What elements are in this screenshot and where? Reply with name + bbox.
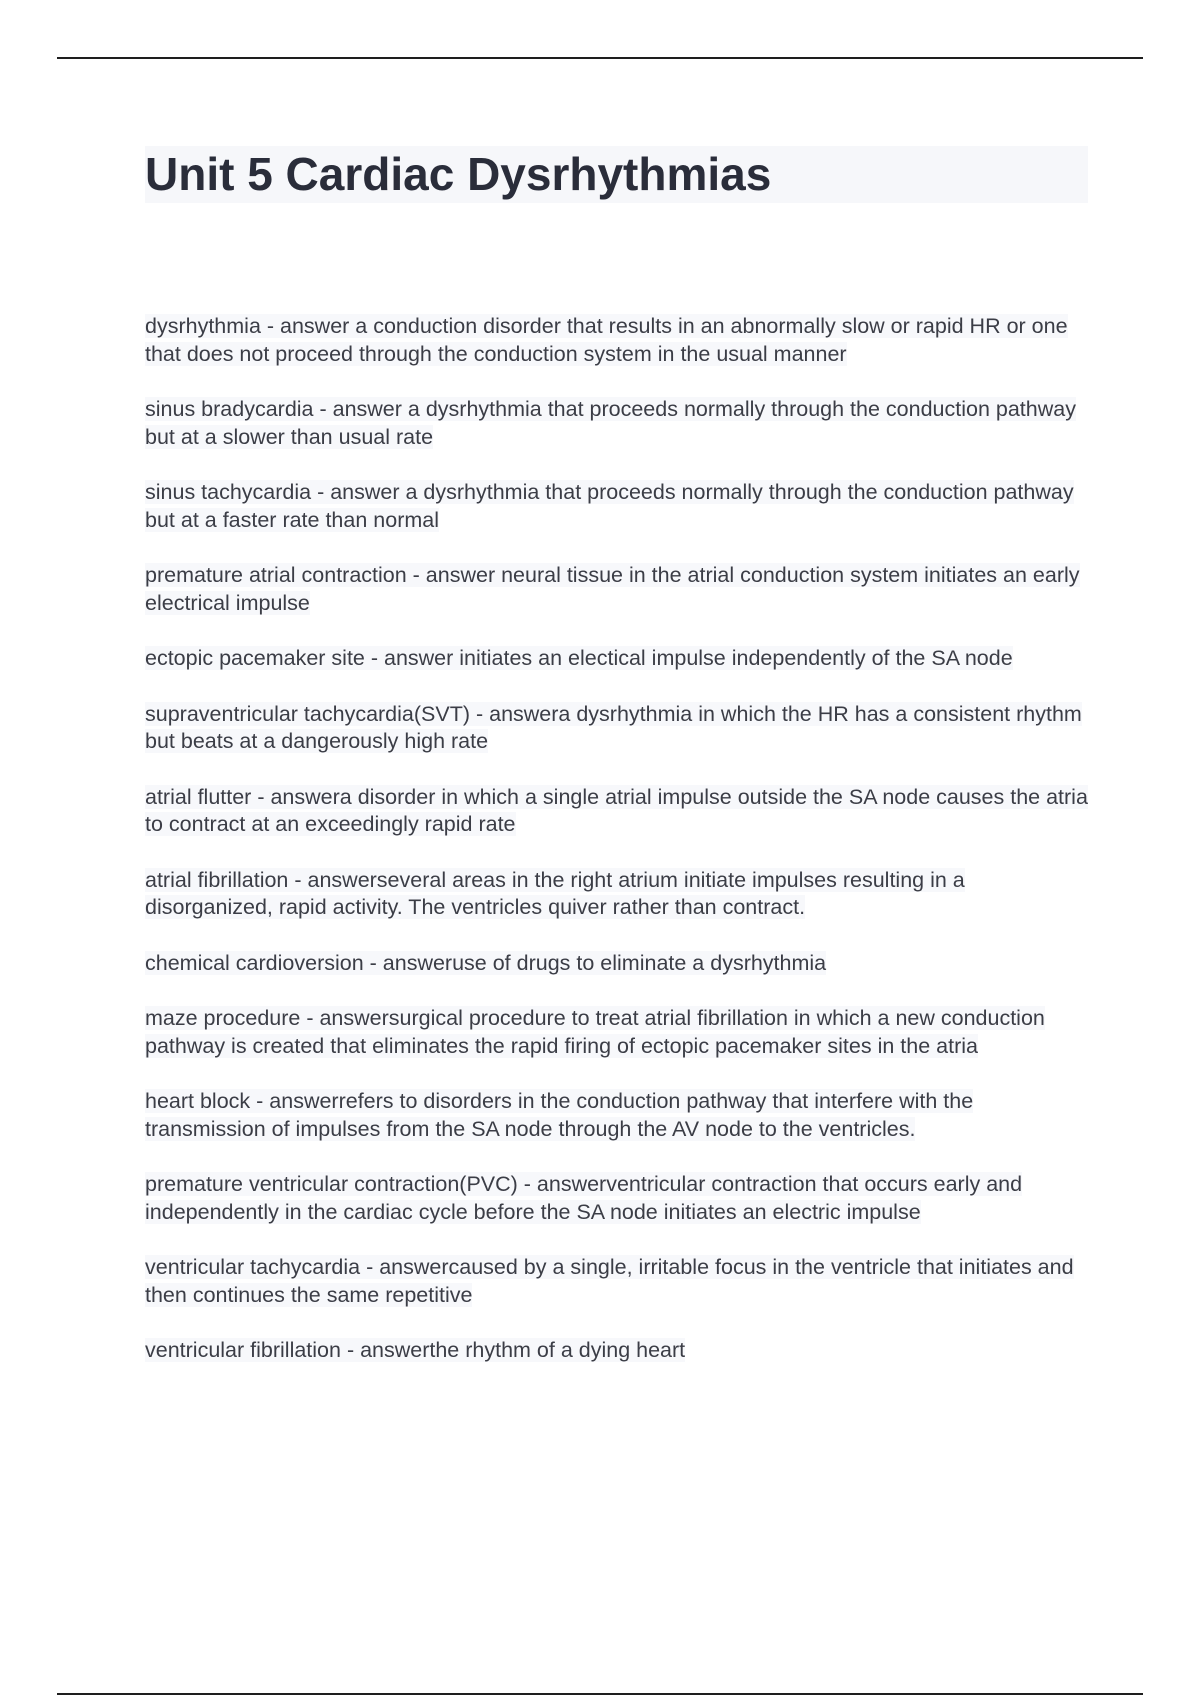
entry-text: sinus tachycardia - answer a dysrhythmia that proceeds normally through the conduction pathway but at a faster rate than normal (145, 480, 1074, 532)
top-rule (57, 57, 1143, 59)
flashcard-entry (145, 867, 1095, 922)
flashcard-entry (145, 1005, 1095, 1060)
entry-text: premature atrial contraction - answer neural tissue in the atrial conduction system initiates an early electrical impulse (145, 563, 1080, 615)
flashcard-entry (145, 562, 1095, 617)
entry-text: ventricular fibrillation - answerthe rhythm of a dying heart (145, 1338, 686, 1362)
entry-text: ventricular tachycardia - answercaused by a single, irritable focus in the ventricle that initiates and then continues the same repetitive (145, 1255, 1074, 1307)
flashcard-list (145, 313, 1095, 1393)
entry-text: maze procedure - answersurgical procedure to treat atrial fibrillation in which a new conduction pathway is created that eliminates the rapid firing of ectopic pacemaker sites in the atria (145, 1006, 1045, 1058)
flashcard-entry (145, 645, 1095, 673)
flashcard-entry (145, 950, 1095, 978)
entry-text: sinus bradycardia - answer a dysrhythmia that proceeds normally through the conduction pathway but at a slower than usual rate (145, 397, 1076, 449)
entry-text: atrial flutter - answera disorder in which a single atrial impulse outside the SA node causes the atria to contract at an exceedingly rapid rate (145, 784, 1088, 836)
entry-text: ectopic pacemaker site - answer initiates an electical impulse independently of the SA node (145, 646, 1013, 670)
flashcard-entry (145, 479, 1095, 534)
entry-text: chemical cardioversion - answeruse of drugs to eliminate a dysrhythmia (145, 950, 827, 975)
entry-text: supraventricular tachycardia(SVT) - answera dysrhythmia in which the HR has a consistent rhythm but beats at a dangerously high rate (145, 701, 1082, 753)
entry-text: heart block - answerrefers to disorders in the conduction pathway that interfere with the transmission of impulses from the SA node through the AV node to the ventricles. (145, 1089, 974, 1141)
flashcard-entry (145, 313, 1095, 368)
flashcard-entry (145, 784, 1095, 839)
bottom-rule (57, 1693, 1143, 1695)
flashcard-entry (145, 396, 1095, 451)
flashcard-entry (145, 1088, 1095, 1143)
entry-text: dysrhythmia - answer a conduction disorder that results in an abnormally slow or rapid HR or one that does not proceed through the conduction system in the usual manner (145, 314, 1068, 366)
entry-text: atrial fibrillation - answerseveral areas in the right atrium initiate impulses resulting in a disorganized, rapid activity. The ventricles quiver rather than contract. (145, 867, 965, 919)
page-title: Unit 5 Cardiac Dysrhythmias (145, 148, 772, 200)
flashcard-entry (145, 1171, 1095, 1226)
flashcard-entry (145, 1337, 1095, 1365)
flashcard-entry (145, 1254, 1095, 1309)
flashcard-entry (145, 701, 1095, 756)
entry-text: premature ventricular contraction(PVC) - answerventricular contraction that occurs early and independently in the cardiac cycle before the SA node initiates an electric impulse (145, 1172, 1023, 1224)
